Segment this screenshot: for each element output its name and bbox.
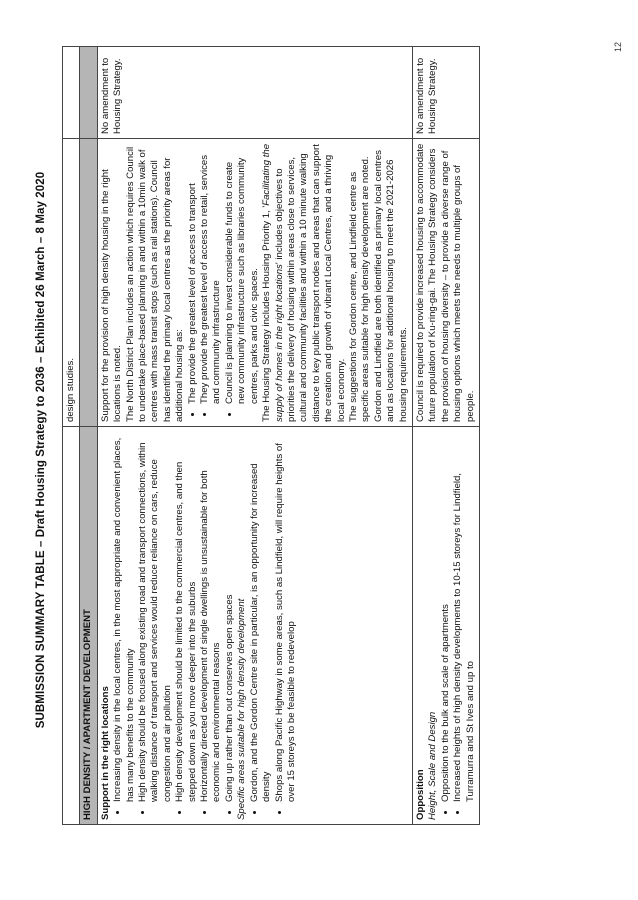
list-item: • Shops along Pacific Highway in some areas, such as Lindfield, will require heights of over 15 storeys to be feasible to redevelop [274,431,299,802]
page-number: 12 [613,41,623,52]
submission-cell [97,427,412,825]
table-cell [80,139,97,427]
response-cell [97,139,412,427]
table-cell [63,427,80,825]
section-header: HIGH DENSITY / APARTMENT DEVELOPMENT [80,427,97,825]
list-item: • Gordon, and the Gordon Centre site in particular, is an opportunity for increased density [249,431,274,802]
outcome-cell: No amendment to Housing Strategy. [412,47,479,139]
list-item: • Opposition to the bulk and scale of apartments [440,431,452,802]
submission-summary-table [62,46,480,825]
submission-bullets [112,431,236,820]
response-cell: Council is required to provide increased housing to accommodate future population of Ku-ring-gai. The Housing Strategy considers the provision of housing diversity – to provide a diverse range of housing options which meets the needs to multiple groups of people. [412,139,479,427]
list-item: • Council is planning to invest considerable funds to create new community infrastructure such as libraries community centres, parks and civic spaces. [224,143,261,404]
table-cell: design studies. [63,139,80,427]
table-row [412,47,479,825]
section-header-row [80,47,97,825]
table-row [97,47,412,825]
list-item: • Horizontally directed development of single dwellings is unsustainable for both economic and environmental reasons [199,431,224,802]
submission-cell [412,427,479,825]
row-heading: Support in the right locations [99,686,111,820]
page-title: SUBMISSION SUMMARY TABLE – Draft Housing Strategy to 2036 – Exhibited 26 March – 8 May 2020 [35,171,47,729]
priority-title: Facilitating the supply of homes in the right locations [261,143,285,422]
row-heading: Opposition [414,769,426,820]
list-item: • High density development should be limited to the commercial centres, and then stepped down as you move deeper into the suburbs [174,431,199,802]
list-item: • They provide the greatest level of access to retail, services and community infrastructure [199,143,224,404]
response-text: ' includes objectives to priorities the delivery of housing within areas close to services, cultural and community facilities and within a 10 minute walking distance to key public transport nodes and areas that can support the creation and growth of vibrant Local Centres, and a thriving local economy. [273,144,347,422]
list-item: • High density should be focused along existing road and transport connections, within walking distance of transport and services would reduce reliance on cars, reduce congestion and air pollution [137,431,174,802]
response-paragraph [261,143,348,422]
list-item: • The provide the greatest level of access to transport [187,143,199,404]
submission-bullets [440,431,477,820]
response-paragraph: Support for the provision of high density housing in the right locations is noted. [99,169,124,422]
sub-heading: Specific areas suitable for high density development [236,598,248,820]
list-item: • Going up rather than out conserves open spaces [224,431,236,802]
sub-heading: Height, Scale and Design [427,711,439,820]
table-cell [80,47,97,139]
table-cell [63,47,80,139]
response-paragraph: The suggestions for Gordon centre, and Lindfield centre as specific areas suitable for high density development are noted. Gordon and Lindfield are both identified as primary local centres and as locations for additional housing to meet the 2021-2026 housing requirements. [347,150,409,422]
table-row [63,47,80,825]
response-text: The Housing Strategy includes Housing Priority 1, ' [261,205,273,422]
response-paragraph: The North District Plan includes an action which requires Council to undertake place-based planning in and within a 10min walk of centres with mass transit stops (such as rail stations). Council has identified the primary local centres as the priority areas for additional housing as: [124,146,186,422]
list-item: • Increasing density in the local centres, in the most appropriate and convenient places, has many benefits to the community [112,431,137,802]
list-item: • Increased heights of high density developments to 10-15 storeys for Lindfield, Turramurra and St Ives and up to [452,431,477,802]
response-bullets [187,143,261,422]
outcome-cell: No amendment to Housing Strategy. [97,47,412,139]
submission-sub-bullets [249,431,299,820]
